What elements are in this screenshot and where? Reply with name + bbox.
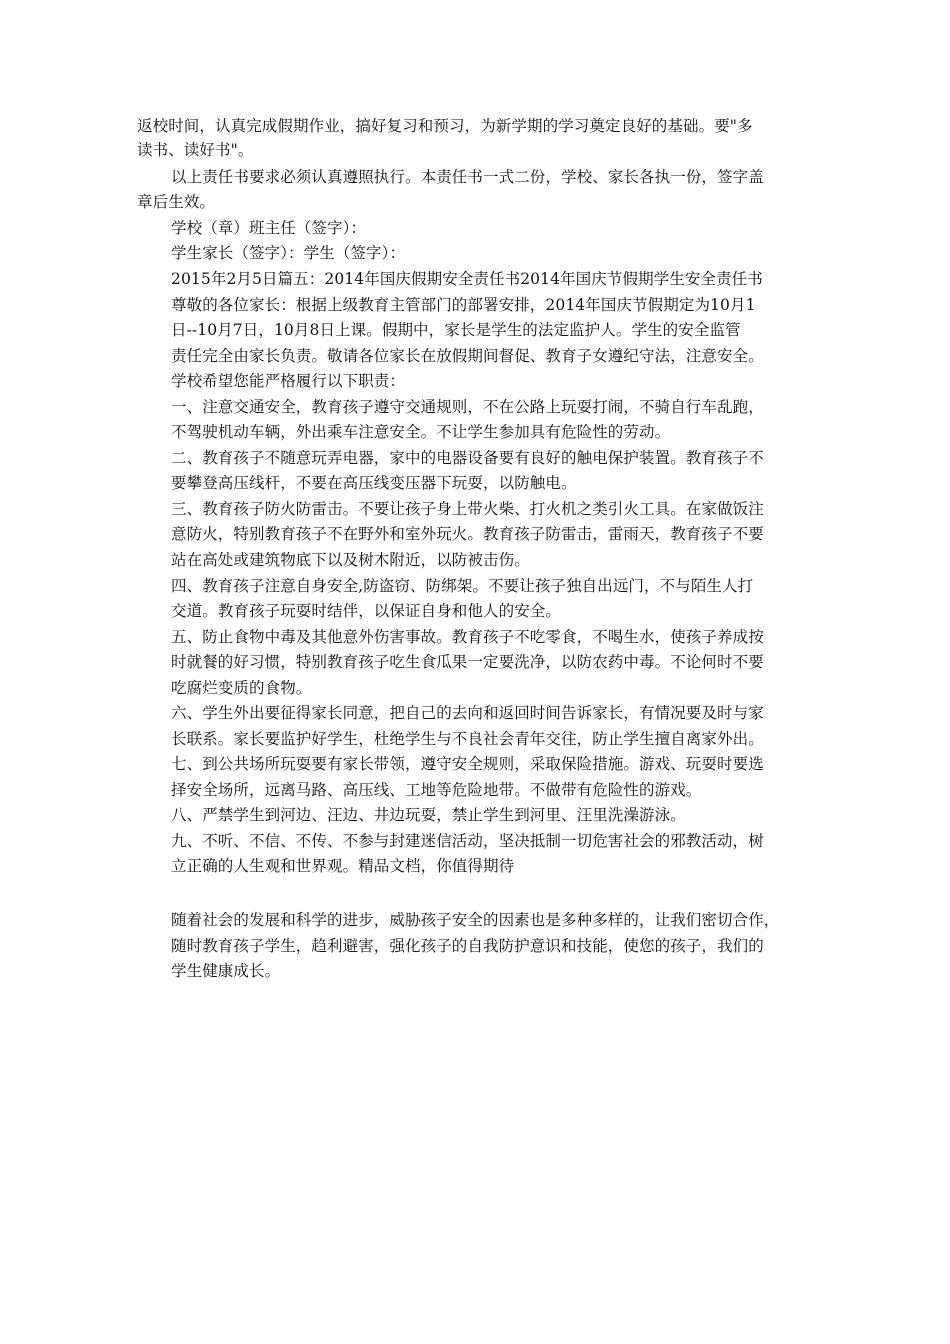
text-line: 学生健康成长。 [171, 962, 281, 980]
text-line: 五、防止食物中毒及其他意外伤害事故。教育孩子不吃零食，不喝生水，使孩子养成按 [171, 628, 764, 646]
text-line: 章后生效。 [137, 193, 216, 211]
text-line: 长联系。家长要监护好学生，杜绝学生与不良社会青年交往，防止学生擅自离家外出。 [171, 730, 764, 748]
text-line: 读书、读好书"。 [137, 141, 254, 159]
text-line: 以上责任书要求必须认真遵照执行。本责任书一式二份，学校、家长各执一份，签字盖 [171, 168, 764, 186]
text-line: 三、教育孩子防火防雷击。不要让孩子身上带火柴、打火机之类引火工具。在家做饭注 [171, 500, 764, 518]
text-line: 八、严禁学生到河边、汪边、井边玩耍，禁止学生到河里、汪里洗澡游泳。 [171, 806, 686, 824]
text-line: 返校时间，认真完成假期作业，搞好复习和预习，为新学期的学习奠定良好的基础。要"多 [137, 117, 753, 135]
text-line: 学校希望您能严格履行以下职责： [171, 372, 406, 390]
text-line: 一、注意交通安全，教育孩子遵守交通规则，不在公路上玩耍打闹，不骑自行车乱跑， [171, 398, 764, 416]
text-line: 交道。教育孩子玩耍时结伴，以保证自身和他人的安全。 [171, 602, 562, 620]
text-line: 2015年2月5日篇五：2014年国庆假期安全责任书2014年国庆节假期学生安全责任书 [171, 270, 763, 288]
text-line: 吃腐烂变质的食物。 [171, 679, 312, 697]
text-line: 站在高处或建筑物底下以及树木附近，以防被击伤。 [171, 551, 530, 569]
text-line: 日--10月7日，10月8日上课。假期中，家长是学生的法定监护人。学生的安全监管 [171, 321, 741, 339]
text-line: 意防火，特别教育孩子不在野外和室外玩火。教育孩子防雷击，雷雨天，教育孩子不要 [171, 525, 764, 543]
text-line: 要攀登高压线杆，不要在高压线变压器下玩耍，以防触电。 [171, 474, 577, 492]
text-line: 学生家长（签字）：学生（签字）： [171, 244, 406, 262]
text-line: 随着社会的发展和科学的进步，威胁孩子安全的因素也是多种多样的，让我们密切合作， [171, 911, 780, 929]
text-line: 尊敬的各位家长：根据上级教育主管部门的部署安排，2014年国庆节假期定为10月1 [171, 296, 756, 314]
text-line: 四、教育孩子注意自身安全,防盗窃、防绑架。不要让孩子独自出远门，不与陌生人打 [171, 577, 754, 595]
text-line: 立正确的人生观和世界观。精品文档，你值得期待 [171, 857, 515, 875]
text-line: 择安全场所，远离马路、高压线、工地等危险地带。不做带有危险性的游戏。 [171, 781, 702, 799]
text-line: 时就餐的好习惯，特别教育孩子吃生食瓜果一定要洗净，以防农药中毒。不论何时不要 [171, 653, 764, 671]
text-line: 责任完全由家长负责。敬请各位家长在放假期间督促、教育子女遵纪守法，注意安全。 [171, 347, 764, 365]
text-line: 七、到公共场所玩耍要有家长带领，遵守安全规则，采取保险措施。游戏、玩耍时要选 [171, 755, 764, 773]
text-line: 学校（章）班主任（签字）： [171, 219, 367, 237]
text-line: 随时教育孩子学生，趋利避害，强化孩子的自我防护意识和技能，使您的孩子，我们的 [171, 937, 764, 955]
text-line: 九、不听、不信、不传、不参与封建迷信活动，坚决抵制一切危害社会的邪教活动，树 [171, 832, 764, 850]
text-line: 二、教育孩子不随意玩弄电器，家中的电器设备要有良好的触电保护装置。教育孩子不 [171, 449, 764, 467]
text-line: 六、学生外出要征得家长同意，把自己的去向和返回时间告诉家长，有情况要及时与家 [171, 704, 764, 722]
text-line: 不驾驶机动车辆，外出乘车注意安全。不让学生参加具有危险性的劳动。 [171, 423, 671, 441]
